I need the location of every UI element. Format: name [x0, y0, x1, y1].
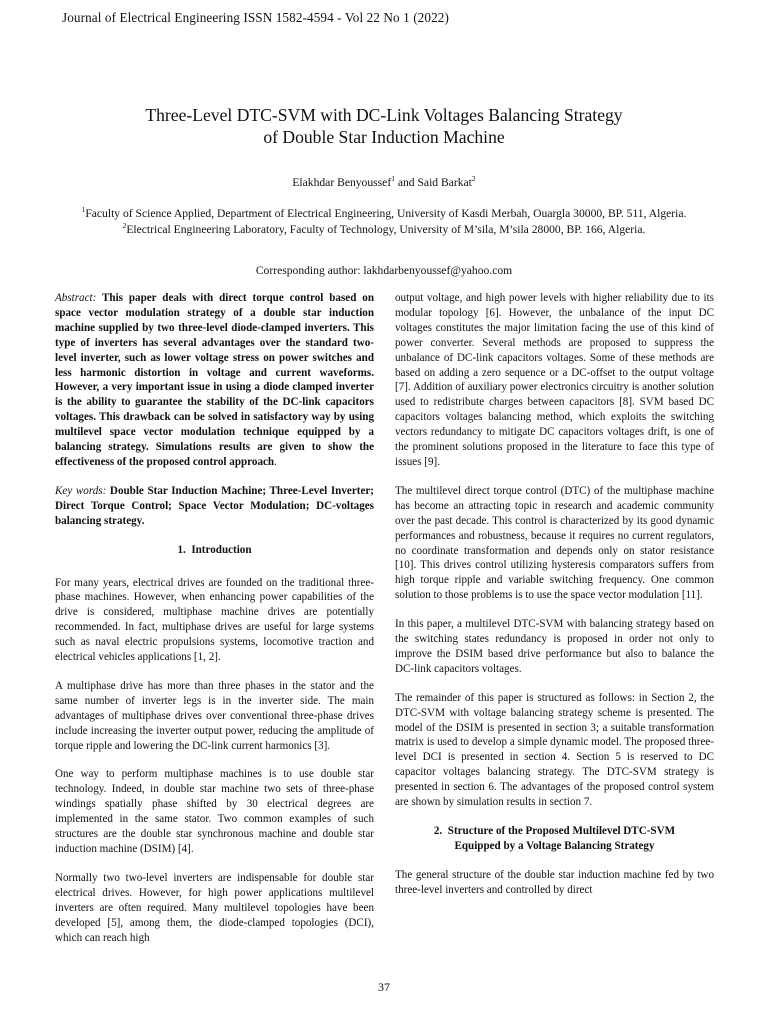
section-2-heading: [395, 824, 714, 854]
right-paragraph-1: output voltage, and high power levels with higher reliability due to its modular topology [6]. However, the unbalance of the input DC voltages constitutes the major limitation facing the use of this kind of power converter. Several methods are proposed to suppress the unbalance of DC-link capacitors voltages. Some of these methods are based on adding a zero sequence or a DC-offset to the output voltage [7]. Addition of auxiliary power electronics circuitry is another solution used to redistribute charges between capacitors [8]. SVM based DC capacitors voltages balancing method, which exploits the switching vectors redundancy to mitigate DC capacitors voltages drift, is one of the prominent solutions proposed in the literature to face this type of issues [9].: [395, 292, 714, 468]
right-paragraph-5: The general structure of the double star induction machine fed by two three-level inverters and controlled by direct: [395, 869, 714, 896]
affiliation-1-text: Faculty of Science Applied, Department of Electrical Engineering, University of Kasdi Merbah, Ouargla 30000, BP. 511, Algeria.: [85, 207, 687, 220]
abstract-text: This paper deals with direct torque control based on space vector modulation strategy of a double star induction machine supplied by two three-level diode-clamped inverters. This type of inverters has several advantages over the standard two-level inverter, such as lower voltage stress on power switches and less harmonic distortion in voltage and current waveforms. However, a very important issue in using a diode clamped inverter is the ability to guarantee the stability of the DC-link capacitors voltages. This drawback can be solved in satisfactory way by using multilevel space vector modulation technique equipped by a balancing strategy. Simulations results are given to show the effectiveness of the proposed control approach: [55, 292, 374, 468]
corresponding-author: Corresponding author: lakhdarbenyoussef@yahoo.com: [255, 264, 513, 277]
keywords-text: Double Star Induction Machine; Three-Level Inverter; Direct Torque Control; Space Vector Modulation; DC-voltages balancing strategy.: [55, 484, 374, 527]
affiliation-1: [70, 206, 698, 222]
title-line-1: Three-Level DTC-SVM with DC-Link Voltages Balancing Strategy: [145, 105, 623, 125]
affiliation-2-marker: 2: [122, 220, 127, 230]
intro-paragraph-2: A multiphase drive has more than three phases in the stator and the same number of inverter legs is in the inverter side. The main advantages of multiphase drives over conventional three-phase drives include increasing the inverter output power, reducing the amplitude of torque ripple and lowering the DC-link current harmonics [3].: [55, 679, 374, 752]
abstract-label: Abstract:: [55, 292, 97, 304]
author-2-name: Said Barkat: [417, 176, 472, 189]
page-number: 37: [378, 980, 390, 994]
section-1-heading: 1. Introduction: [177, 543, 252, 556]
abstract-end: .: [274, 455, 277, 468]
author-conjunction: and: [394, 176, 418, 189]
right-column: [395, 291, 714, 912]
author-1-name: Elakhdar Benyoussef: [292, 176, 392, 189]
paper-title: [40, 104, 728, 148]
keywords: [55, 484, 374, 529]
affiliation-2-text: Electrical Engineering Laboratory, Faculty of Technology, University of M’sila, M’sila 28000, BP. 166, Algeria.: [126, 222, 646, 236]
journal-header: Journal of Electrical Engineering ISSN 1582-4594 - Vol 22 No 1 (2022): [62, 10, 449, 25]
right-paragraph-3: In this paper, a multilevel DTC-SVM with balancing strategy based on the switching states redundancy is proposed in order not only to improve the DSIM based drive performance but also to balance the DC-link capacitors voltages.: [395, 618, 714, 675]
keywords-label: Key words:: [55, 484, 107, 497]
section-2-heading-line-2: Equipped by a Voltage Balancing Strategy: [454, 840, 655, 852]
affiliations: [70, 206, 698, 237]
right-paragraph-4: The remainder of this paper is structured as follows: in Section 2, the DTC-SVM with voltage balancing strategy scheme is presented. The model of the DSIM is presented in section 3; a suitable transformation matrix is used to develop a simple dynamic model. The proposed three-level DCI is presented in section 4. Section 5 is reserved to DC capacitor voltages balancing strategy. The DTC-SVM strategy is presented in section 6. The advantages of the proposed control system are shown by simulation results in section 7.: [395, 691, 714, 809]
intro-paragraph-4: Normally two two-level inverters are indispensable for double star electrical drives. However, for high power applications multilevel inverters are often required. Many multilevel topologies have been developed [5], among them, the diode-clamped topologies (DCI), which can reach high: [55, 871, 374, 944]
section-2-heading-line-1: 2. Structure of the Proposed Multilevel DTC-SVM: [433, 825, 676, 837]
intro-paragraph-3: One way to perform multiphase machines is to use double star technology. Indeed, in double star machine two sets of three-phase windings spatially phase shifted by 30 electrical degrees are implemented in the same stator. Two common examples of such structures are the double star synchronous machine and double star induction machine (DSIM) [4].: [55, 768, 374, 855]
left-column: [55, 291, 374, 959]
author-list: [0, 176, 768, 189]
author-1-affil-marker: 1: [391, 174, 395, 184]
title-line-2: of Double Star Induction Machine: [263, 127, 505, 147]
author-2-affil-marker: 2: [471, 174, 476, 184]
right-paragraph-2: The multilevel direct torque control (DTC) of the multiphase machine has become an attracting topic in research and academic community over the past decade. This control is characterized by its good dynamic performances and robustness, because it requires no current regulators, no coordinate transformation and depends only on stator resistance [10]. This drives control utilizing hysteresis comparators suffers from high torque ripple and variable switching frequency. One common solution to those problems is to use the space vector modulation [11].: [395, 484, 714, 602]
abstract: [55, 291, 374, 470]
affiliation-2: [70, 222, 698, 238]
affiliation-1-marker: 1: [81, 205, 86, 215]
intro-paragraph-1: For many years, electrical drives are founded on the traditional three-phase machines. However, when enhancing power capabilities of the drive is considered, multiphase machine drives are potentially recommended. In fact, multiphase drives are useful for large systems such as naval electric propulsions systems, locomotive traction and electrical vehicles applications [1, 2].: [55, 576, 374, 664]
